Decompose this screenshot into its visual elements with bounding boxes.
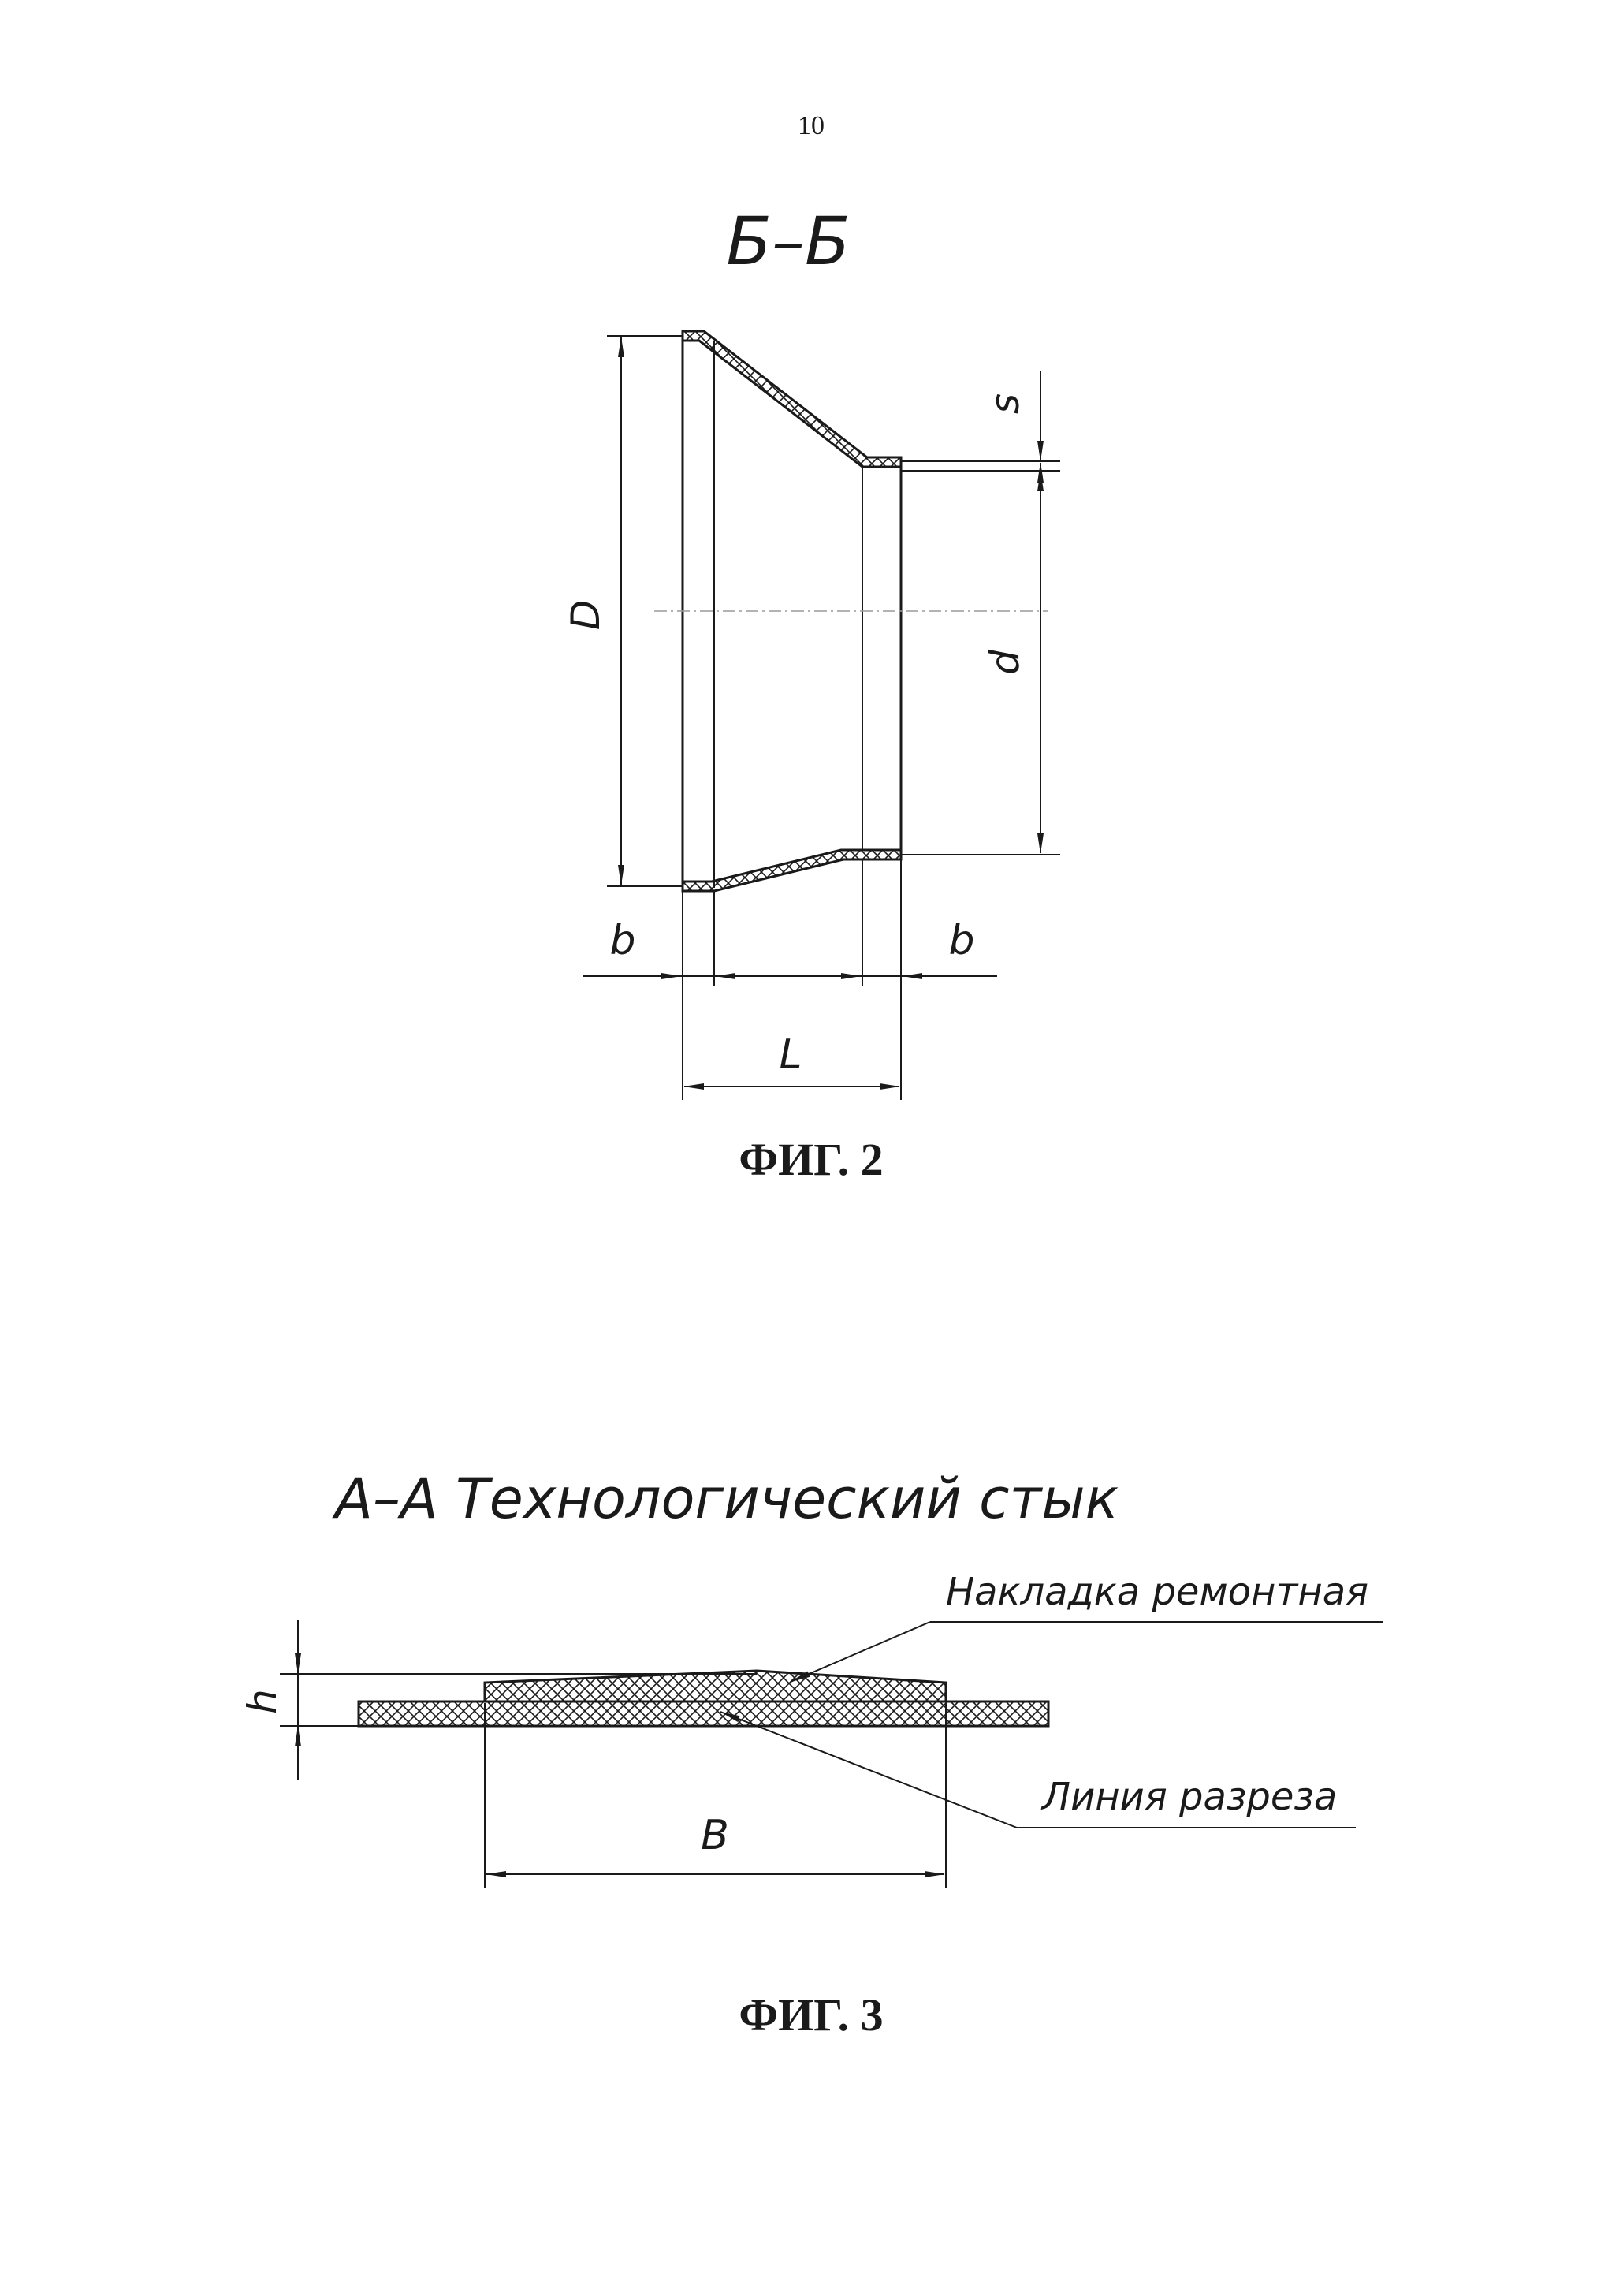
reducer-upper-wall [683, 331, 901, 467]
repair-overlay [485, 1671, 946, 1702]
label-h: h [240, 1689, 285, 1714]
label-B: B [701, 1812, 729, 1859]
callout-cut-text: Линия разреза [1042, 1775, 1338, 1819]
label-b-right: b [948, 917, 975, 964]
caption-fig-2: ФИГ. 2 [739, 1134, 884, 1185]
label-s: s [982, 393, 1028, 415]
label-L: L [779, 1031, 802, 1079]
callout-overlay-leader [791, 1622, 930, 1682]
reducer-lower-wall [683, 850, 901, 891]
callout-overlay-text: Накладка ремонтная [946, 1570, 1369, 1614]
label-D: D [563, 599, 609, 631]
label-b-left: b [609, 917, 636, 964]
label-d: d [982, 650, 1028, 675]
caption-fig-3: ФИГ. 3 [739, 1989, 884, 2041]
section-title-a-a: А–А Технологический стык [335, 1467, 1119, 1531]
joined-strip [359, 1702, 1048, 1726]
section-title-b-b: Б–Б [726, 203, 851, 280]
figure-2 [563, 203, 1060, 1185]
figure-3 [240, 1467, 1383, 2041]
callout-cut-leader [720, 1712, 1017, 1828]
page-number: 10 [798, 111, 825, 140]
